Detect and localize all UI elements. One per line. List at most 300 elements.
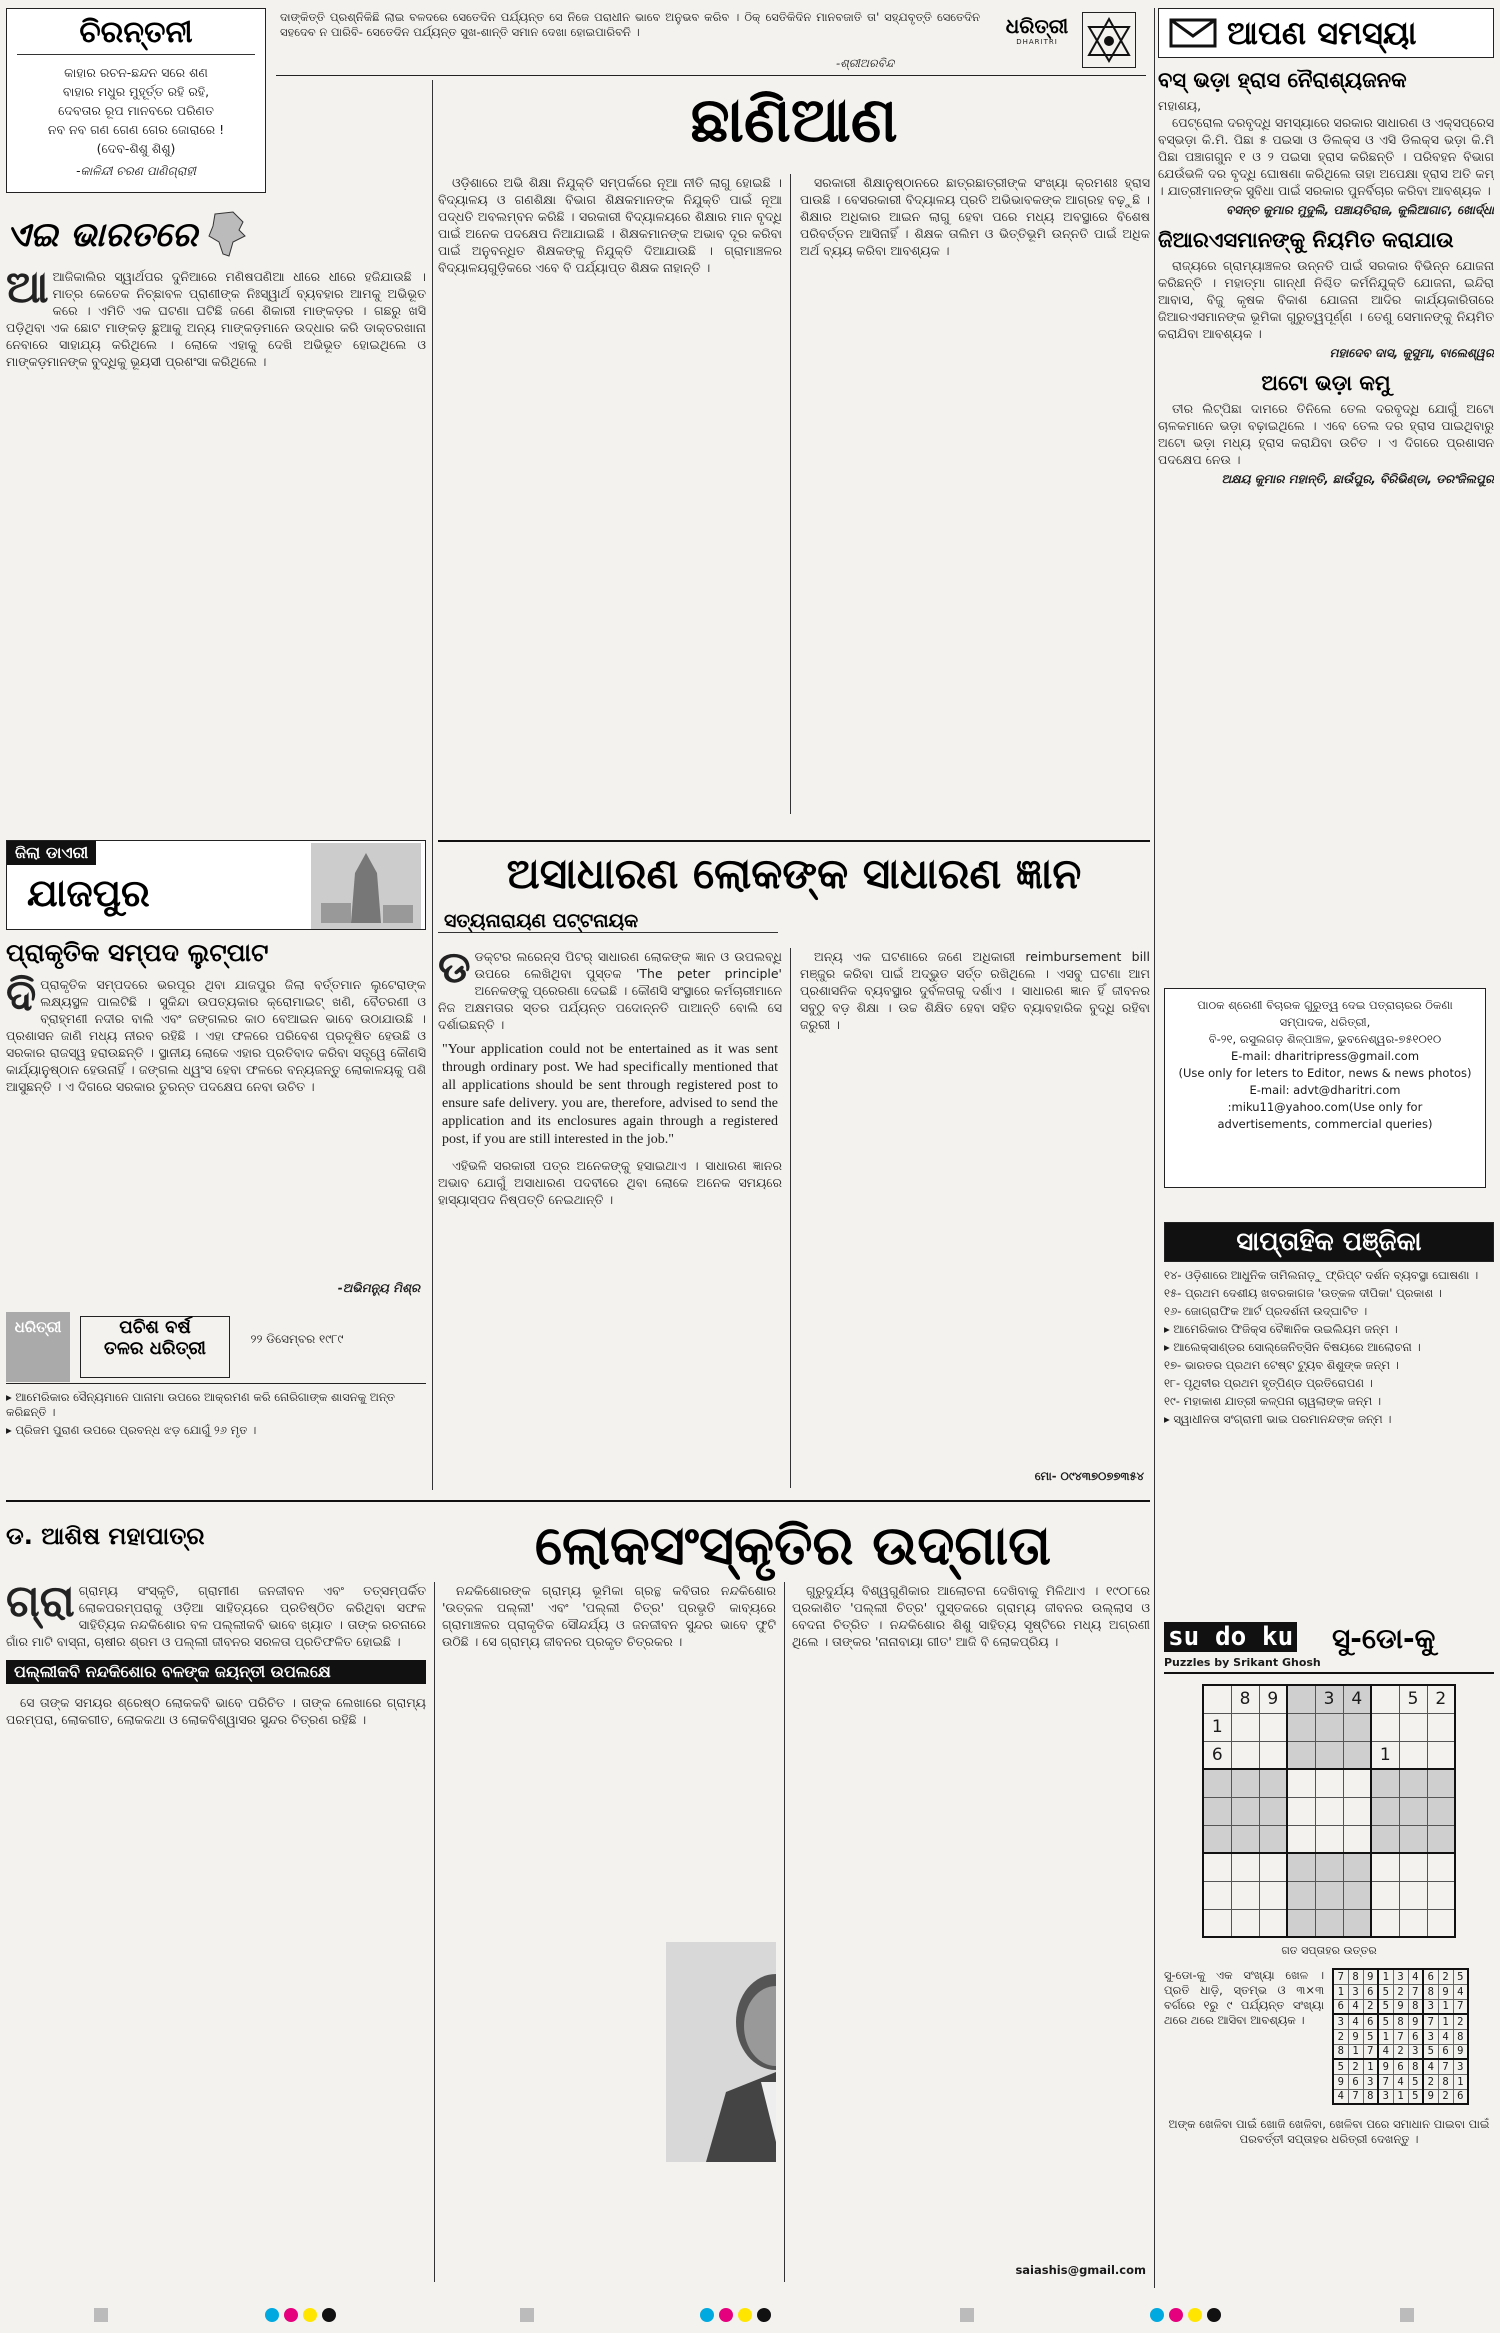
letter3-body: ତୀର ଲିଟ୍‌ପିଛା ଦାମରେ ତିନିଲେ ତେଲ ଦରବୃଦ୍ଧି ଯୋଗୁଁ ଅଟୋ ଚାଳକମାନେ ଭଡ଼ା ବଢ଼ାଇଥିଲେ । ଏବେ ତେଲ ଦର ହ୍ରାସ ପାଇଥିବାରୁ ଅଟୋ ଭଡ଼ା ମଧ୍ୟ ହ୍ରାସ କରାଯିବା ଉଚିତ । ଏ ଦିଗରେ ପ୍ରଶାସନ ପଦକ୍ଷେପ ନେଉ । [1158, 401, 1494, 467]
sudoku-cell[interactable] [1203, 1909, 1231, 1937]
sudoku-cell[interactable] [1371, 1713, 1399, 1741]
sudoku-cell[interactable] [1399, 1825, 1427, 1853]
dropcap: ଆ [6, 262, 49, 313]
asadharana-headline: ଅସାଧାରଣ ଲୋକଙ୍କ ସାଧାରଣ ଜ୍ଞାନ [438, 840, 1150, 910]
solution-cell: 5 [1363, 2029, 1378, 2044]
temple-icon [311, 843, 421, 929]
chiranatani-author: -କାଳିନ୍ଦୀ ଚରଣ ପାଣିଗ୍ରାହୀ [76, 164, 196, 178]
zilla-diary-headline: ପ୍ରାକୃତିକ ସମ୍ପଦ ଲୁଟ୍‌ପାଟ [6, 938, 269, 967]
sudoku-cell[interactable] [1371, 1881, 1399, 1909]
sudoku-row [1203, 1825, 1455, 1853]
sudoku-rules: ସୁ-ଡୋ-କୁ ଏକ ସଂଖ୍ୟା ଖେଳ । ପ୍ରତି ଧାଡ଼ି, ସ୍ତମ୍ଭ ଓ ୩×୩ ବର୍ଗରେ ୧ରୁ ୯ ପର୍ଯ୍ୟନ୍ତ ସଂଖ୍ୟା ଥରେ ଥରେ ଆସିବା ଆବଶ୍ୟକ । [1164, 1968, 1324, 2027]
sudoku-cell[interactable] [1427, 1713, 1455, 1741]
registration-mark-cyan [1150, 2308, 1164, 2322]
solution-cell: 9 [1408, 2014, 1423, 2029]
asadharana-quote: "Your application could not be entertained as it was sent through ordinary post. We had specifically mentioned that all applications should be sent through registered post to ensure safe delivery. you are, therefore, advised to send the application and its enclosures again through a registered post, if you are still interested in the job." [442, 1042, 778, 1147]
solution-cell: 5 [1408, 2089, 1423, 2104]
chiranatani-poem: କାହାର ରଚନ-ଛନ୍ଦନ ସରେ ଶଣ ବାହାର ମଧୁର ମୁହୂର୍ତ୍ତ ରହି ରହି, ଦେବତାର ରୂପ ମାନବରେ ପରିଣତ ନବ ନବ ଗଣ ଗେଣ ଗେର ଜୋରାରେ ! (ଦେବ-ଶିଶୁ ଶିଶୁ) [47, 65, 225, 156]
sudoku-cell[interactable] [1371, 1853, 1399, 1881]
sudoku-cell[interactable] [1315, 1853, 1343, 1881]
sudoku-cell[interactable] [1203, 1769, 1231, 1797]
solution-cell: 3 [1363, 2074, 1378, 2089]
pachisa-date: ୨୨ ଡିସେମ୍ବର ୧୯୮୯ [250, 1332, 344, 1346]
sudoku-cell[interactable] [1287, 1741, 1315, 1769]
sudoku-cell[interactable] [1315, 1769, 1343, 1797]
solution-cell: 9 [1438, 1984, 1453, 1999]
solution-cell: 1 [1378, 2029, 1393, 2044]
solution-cell: 3 [1453, 2059, 1468, 2074]
sudoku-cell[interactable]: 2 [1427, 1685, 1455, 1713]
sudoku-cell[interactable] [1315, 1825, 1343, 1853]
sudoku-cell[interactable] [1259, 1741, 1287, 1769]
sudoku-cell[interactable]: 9 [1259, 1685, 1287, 1713]
sudoku-cell[interactable] [1287, 1881, 1315, 1909]
letter1-title: ବସ୍ ଭଡ଼ା ହ୍ରାସ ନୈରାଶ୍ୟଜନକ [1158, 68, 1407, 92]
sudoku-header [1164, 1622, 1494, 1674]
solution-cell: 1 [1363, 2059, 1378, 2074]
sudoku-cell[interactable] [1371, 1797, 1399, 1825]
address-line: ପାଠକ ଶ୍ରେଣୀ ବିଚାରକ ଗୁରୁତ୍ୱ ଦେଇ ପତ୍ରାଚାରର ଠିକଣା [1197, 998, 1453, 1012]
sudoku-cell[interactable] [1427, 1769, 1455, 1797]
sudoku-cell[interactable] [1203, 1685, 1231, 1713]
lokasanskruti-headline: ଲୋକସଂସ୍କୃତିର ଉଦ୍‌ଗାତା [534, 1514, 1052, 1577]
sudoku-row [1203, 1713, 1455, 1741]
asadharana-col1 [438, 948, 782, 1033]
solution-cell: 3 [1393, 1969, 1408, 1984]
sudoku-cell[interactable] [1399, 1769, 1427, 1797]
letter1-salutation: ମହାଶୟ, [1158, 98, 1202, 113]
sudoku-cell[interactable] [1259, 1713, 1287, 1741]
sudoku-cell[interactable] [1343, 1769, 1371, 1797]
solution-cell: 2 [1393, 1984, 1408, 1999]
solution-row [1333, 2029, 1468, 2044]
solution-row [1333, 2074, 1468, 2089]
solution-cell: 6 [1363, 2014, 1378, 2029]
aurobindo-quote-box [276, 8, 1146, 76]
solution-cell: 3 [1423, 1999, 1438, 2014]
sudoku-row [1203, 1881, 1455, 1909]
sudoku-solution-grid [1332, 1968, 1469, 2105]
panjika-item: ୧୯- ମହାକାଶ ଯାତ୍ରୀ କଳ୍ପନା ଚାୱଲାଙ୍କ ଜନ୍ମ । [1164, 1394, 1382, 1408]
lokasanskruti-byline: ଡ. ଆଶିଷ ମହାପାତ୍ର [6, 1522, 205, 1550]
solution-cell: 7 [1423, 2014, 1438, 2029]
panjika-item: ୧୭- ଭାରତର ପ୍ରଥମ ଟେଷ୍ଟ ଟ୍ୟୁବ ଶିଶୁଙ୍କ ଜନ୍ମ । [1164, 1358, 1399, 1372]
registration-mark-black [1207, 2308, 1221, 2322]
solution-cell: 4 [1393, 2074, 1408, 2089]
letter1-body: ପେଟ୍ରୋଲ ଦରବୃଦ୍ଧି ସମସ୍ୟାରେ ସରକାର ସାଧାରଣ ଓ ଏକ୍ସପ୍ରେସ ବସ୍‌ଭଡ଼ା କି.ମି. ପିଛା ୫ ପଇସା ଓ ଡିଲକ୍ସ ଓ ଏସି ଡିଲକ୍ସ ଭଡ଼ା କି.ମି ପିଛା ପଞ୍ଚାଗଗୁନ ୧ ଓ ୨ ପଇସା ହ୍ରାସ କରିଛନ୍ତି । ପରିବହନ ବିଭାଗ ଯେଉଁଭଳି ଦର ବୃଦ୍ଧି ଘୋଷଣା କରିଥିଲେ ତାହା ଅପେକ୍ଷା ହ୍ରାସ ଅତି କମ୍ । ଯାତ୍ରୀମାନଙ୍କ ସୁବିଧା ପାଇଁ ସରକାର ପୁନର୍ବିଚାର କରିବା ଆବଶ୍ୟକ । [1158, 115, 1494, 198]
sudoku-row [1203, 1909, 1455, 1937]
sudoku-cell[interactable] [1371, 1685, 1399, 1713]
chhani-aana-col1: ଓଡ଼ିଶାରେ ଅଭି ଶିକ୍ଷା ନିଯୁକ୍ତି ସମ୍ପର୍କରେ ନୂଆ ନୀତି ଲାଗୁ ହୋଇଛି । ବିଦ୍ୟାଳୟ ଓ ଗଣଶିକ୍ଷା ବିଭାଗ ଶିକ୍ଷକମାନଙ୍କ ନିଯୁକ୍ତି ପାଇଁ ନୂଆ ପଦ୍ଧତି ଅବଲମ୍ବନ କରିଛି । ସରକାରୀ ବିଦ୍ୟାଳୟରେ ଶିକ୍ଷାର ମାନ ବୃଦ୍ଧି ପାଇଁ ଅନେକ ପଦକ୍ଷେପ ନିଆଯାଇଛି । ଶିକ୍ଷକମାନଙ୍କ ଅଭାବ ଦୂର କରିବା ପାଇଁ ଅନୁବନ୍ଧିତ ଶିକ୍ଷକଙ୍କୁ ନିଯୁକ୍ତି ଦିଆଯାଉଛି । ଗ୍ରାମାଞ୍ଚଳର ବିଦ୍ୟାଳୟଗୁଡ଼ିକରେ ଏବେ ବି ପର୍ଯ୍ୟାପ୍ତ ଶିକ୍ଷକ ନାହାନ୍ତି । [438, 175, 782, 275]
dropcap: ଡ [438, 948, 471, 993]
registration-mark-black [322, 2308, 336, 2322]
zilla-diary-district: ଯାଜପୁର [27, 871, 150, 915]
sudoku-cell[interactable] [1399, 1853, 1427, 1881]
sudoku-cell[interactable]: 1 [1371, 1741, 1399, 1769]
solution-cell: 7 [1333, 1969, 1348, 1984]
solution-cell: 2 [1438, 2089, 1453, 2104]
aurobindo-quote-text: ଦାଙ୍କିତ୍ତି ପ୍ରଶ୍ନିକିଛି ଲାଇ ବଳଦରେ ସେତେଦିନ ପର୍ଯ୍ୟନ୍ତ ସେ ନିଜେ ପରାଧୀନ ଭାବେ ଅନୁଭବ କରିବ । ଠିକ୍ ସେତିକିଦିନ ମାନବଜାତି ତା' ସହ୍ଯବୃତ୍ତି ସେତେଦିନ ସହଦେବ ନ ପାରିବି- ସେତେଦିନ ପର୍ଯ୍ୟନ୍ତ ସୁଖ-ଶାନ୍ତି ସମାନ ଦେଖା ହୋଇପାରିବନି । [280, 10, 980, 39]
solution-cell: 3 [1378, 2089, 1393, 2104]
registration-mark [960, 2308, 974, 2322]
zilla-diary-body [6, 970, 426, 1095]
solution-cell: 2 [1453, 2014, 1468, 2029]
sudoku-caption: ଗତ ସପ୍ତାହର ଉତ୍ତର [1281, 1944, 1377, 1957]
solution-cell: 8 [1423, 1984, 1438, 1999]
solution-row [1333, 1984, 1468, 1999]
solution-cell: 2 [1363, 1999, 1378, 2014]
pachisa-logo: ଧରିତ୍ରୀ [6, 1312, 70, 1382]
sudoku-cell[interactable] [1343, 1909, 1371, 1937]
sudoku-cell[interactable] [1231, 1853, 1259, 1881]
seal-icon [1082, 12, 1136, 68]
sudoku-cell[interactable] [1427, 1741, 1455, 1769]
solution-cell: 8 [1393, 2014, 1408, 2029]
sudoku-cell[interactable] [1343, 1713, 1371, 1741]
solution-cell: 6 [1423, 1969, 1438, 1984]
sudoku-cell[interactable] [1427, 1881, 1455, 1909]
registration-mark-black [757, 2308, 771, 2322]
panjika-list [1164, 1268, 1494, 1427]
registration-mark-magenta [1169, 2308, 1183, 2322]
letter2-body: ରାଜ୍ୟରେ ଗ୍ରାମ୍ୟାଞ୍ଚଳର ଉନ୍ନତି ପାଇଁ ସରକାର ବିଭିନ୍ନ ଯୋଜନା କରିଛନ୍ତି । ମହାତ୍ମା ଗାନ୍ଧୀ ନିଶ୍ଚିତ କର୍ମନିଯୁକ୍ତି ଯୋଜନା, ଇନ୍ଦିରା ଆବାସ, ବିଜୁ କୃଷକ ବିକାଶ ଯୋଜନା ଆଦିର କାର୍ଯ୍ୟକାରିତାରେ ଜିଆରଏସମାନଙ୍କ ଭୂମିକା ଗୁରୁତ୍ୱପୂର୍ଣ୍ଣ । ତେଣୁ ସେମାନଙ୍କୁ ନିୟମିତ କରାଯିବା ଆବଶ୍ୟକ । [1158, 258, 1494, 341]
panjika-item: ▸ ଆମେରିକାର ଫିଜିକ୍ସ ବୈଜ୍ଞାନିକ ଉଇଲିୟମ ଜନ୍ମ । [1164, 1322, 1398, 1336]
solution-cell: 6 [1453, 2089, 1468, 2104]
sudoku-row [1203, 1769, 1455, 1797]
solution-cell: 4 [1378, 2044, 1393, 2059]
sudoku-title-or: ସୁ-ଡୋ-କୁ [1332, 1622, 1436, 1655]
sudoku-cell[interactable] [1287, 1685, 1315, 1713]
solution-cell: 9 [1453, 2044, 1468, 2059]
solution-cell: 9 [1363, 1969, 1378, 1984]
registration-mark-magenta [284, 2308, 298, 2322]
ei-bharat-title: ଏଇ ଭାରତରେ [6, 215, 198, 255]
asadharana-section [438, 840, 1150, 1490]
logo-subtext: DHARITRI [1016, 38, 1058, 46]
sudoku-cell[interactable] [1287, 1825, 1315, 1853]
panjika-item: ▸ ସ୍ୱାଧୀନତା ସଂଗ୍ରାମୀ ଭାଇ ପରମାନନ୍ଦଙ୍କ ଜନ୍ମ । [1164, 1412, 1392, 1426]
solution-cell: 8 [1408, 2059, 1423, 2074]
letter2-sign: ମହାଦେବ ଦାସ, କୁସୁମା, ବାଲେଶ୍ୱର [1329, 346, 1494, 360]
panjika-item: ୧୮- ପୃଥିବୀର ପ୍ରଥମ ହୃତ୍‌ପିଣ୍ଡ ପ୍ରତିରୋପଣ । [1164, 1376, 1373, 1390]
solution-cell: 9 [1348, 2029, 1363, 2044]
registration-mark [1400, 2308, 1414, 2322]
ei-bharat-text: ଆଜିକାଲିର ସ୍ୱାର୍ଥପର ଦୁନିଆରେ ମଣିଷପଣିଆ ଧୀରେ ଧୀରେ ହଜିଯାଉଛି । ମାତ୍ର କେତେକ ନିଚ୍ଛାବଳ ପ୍ରାଣୀଙ୍କ ନିଃସ୍ୱାର୍ଥ ବ୍ୟବହାର ଆମକୁ ଅଭିଭୂତ କରେ । ଏମିତି ଏକ ଘଟଣା ଘଟିଛି ଜଣେ ଶିକାରୀ ମାଙ୍କଡ଼ର । ଗଛରୁ ଖସି ପଡ଼ିଥିବା ଏକ ଛୋଟ ମାଙ୍କଡ଼ ଛୁଆକୁ ଅନ୍ୟ ମାଙ୍କଡ଼ମାନେ ଉଦ୍ଧାର କରି ଡାକ୍ତରଖାନା ନେବାରେ ସାହାଯ୍ୟ କରିଥିଲେ । ଲୋକେ ଏହାକୁ ଦେଖି ଅଭିଭୂତ ହୋଇଥିଲେ ଓ ମାଙ୍କଡ଼ମାନଙ୍କ ବୁଦ୍ଧିକୁ ଭୂୟସୀ ପ୍ରଶଂସା କରିଥିଲେ । [6, 269, 426, 369]
letter1-sign: ବସନ୍ତ କୁମାର ମୁଦୁଲି, ପଞ୍ଚାୟତିରାଜ, କୁଲିଆଗାଟ, ଖୋର୍ଦ୍ଧା [1225, 203, 1494, 217]
lokasanskruti-col2: ନନ୍ଦକିଶୋରଙ୍କ ଗ୍ରାମ୍ୟ ଭୂମିକା ଗ୍ରନ୍ଥ କବିତାର ନନ୍ଦକିଶୋର 'ଉତ୍କଳ ପଲ୍ଲୀ' ଏବଂ 'ପଲ୍ଲୀ ଚିତ୍ର' ପ୍ରଭୃତି କାବ୍ୟରେ ଗ୍ରାମାଞ୍ଚଳର ପ୍ରାକୃତିକ ସୌନ୍ଦର୍ଯ୍ୟ ଓ ଜନଜୀବନ ସୁନ୍ଦର ଭାବେ ଫୁଟି ଉଠିଛି । ସେ ଗ୍ରାମ୍ୟ ଜୀବନର ପ୍ରକୃତ ଚିତ୍ରକର । [442, 1583, 776, 1649]
email-editor[interactable]: E-mail: dharitripress@gmail.com [1230, 1049, 1420, 1063]
pachisa-item: ▸ ପ୍ରିଜମ ପୁରାଣ ଉପରେ ପ୍ରବନ୍ଧ ଝଡ଼ ଯୋଗୁଁ ୨୬ ମୃତ । [6, 1423, 257, 1437]
lokasanskruti-col1 [6, 1582, 426, 1650]
sudoku-cell[interactable] [1343, 1741, 1371, 1769]
print-registration-strip [0, 2296, 1500, 2333]
lokasanskruti-subtag: ପଲ୍ଲୀକବି ନନ୍ଦକିଶୋର ବଳଙ୍କ ଜୟନ୍ତୀ ଉପଲକ୍ଷେ [6, 1660, 426, 1684]
solution-cell: 7 [1393, 2029, 1408, 2044]
asadharana-author: ସତ୍ୟନାରାୟଣ ପଟ୍ଟନାୟକ [438, 910, 778, 933]
solution-row [1333, 1969, 1468, 1984]
chiranatani-box [6, 8, 266, 193]
sudoku-cell[interactable] [1287, 1797, 1315, 1825]
registration-mark [94, 2308, 108, 2322]
poet-portrait-photo [666, 1942, 776, 2162]
address-line: (Use only for leters to Editor, news & news photos) [1178, 1066, 1472, 1080]
solution-cell: 8 [1453, 2029, 1468, 2044]
solution-cell: 7 [1378, 2074, 1393, 2089]
pachisa-header [6, 1312, 426, 1384]
solution-row [1333, 2059, 1468, 2074]
dharitri-logo [1002, 14, 1072, 64]
panjika-item: ୧୫- ପ୍ରଥମ ଦେଶୀୟ ଖବରକାଗଜ 'ଉତ୍କଳ ଦୀପିକା' ପ୍ରକାଶ । [1164, 1286, 1442, 1300]
panjika-item: ୧୪- ଓଡ଼ିଶାରେ ଆଧୁନିକ ତାମିଲନାଡ଼ୁ ଫ୍ରିପ୍ଟ ଦର୍ଶନ ବ୍ୟବସ୍ଥା ଘୋଷଣା । [1164, 1268, 1479, 1282]
solution-cell: 7 [1348, 2089, 1363, 2104]
sudoku-cell[interactable]: 3 [1315, 1685, 1343, 1713]
lokasanskruti-col1-text: ଗ୍ରାମ୍ୟ ସଂସ୍କୃତି, ଗ୍ରାମୀଣ ଜନଜୀବନ ଏବଂ ତତ୍‌ସମ୍ପର୍କିତ ଲୋକପରମ୍ପରାକୁ ଓଡ଼ିଆ ସାହିତ୍ୟରେ ପ୍ରତିଷ୍ଠିତ କରିଥିବା ସଫଳ ସାହିତ୍ୟିକ ନନ୍ଦକିଶୋର ବଳ ପଲ୍ଲୀକବି ଭାବେ ଖ୍ୟାତ । ତାଙ୍କ ରଚନାରେ ଗାଁର ମାଟି ବାସ୍ନା, ଚାଷୀର ଶ୍ରମ ଓ ପଲ୍ଲୀ ଜୀବନର ସରଳତା ପ୍ରତିଫଳିତ ହୋଇଛି । [6, 1583, 426, 1649]
solution-row [1333, 2089, 1468, 2104]
lokasanskruti-col3: ଗୁରୁଦୁର୍ଯ୍ୟ ବିଶ୍ୱଗୁଣିକାର ଆଲୋଚନା ଦେଖିବାକୁ ମିଳିଥାଏ । ୧୯୦୮ରେ ପ୍ରକାଶିତ 'ପଲ୍ଲୀ ଚିତ୍ର' ପୁସ୍ତକରେ ଗ୍ରାମ୍ୟ ଜୀବନର ଉଲ୍ଲାସ ଓ ବେଦନା ଚିତ୍ରିତ । ନନ୍ଦକିଶୋର ଶିଶୁ ସାହିତ୍ୟ ସୃଷ୍ଟିରେ ମଧ୍ୟ ଅଗ୍ରଣୀ ଥିଲେ । ତାଙ୍କର 'ନାନାବାୟା ଗୀତ' ଆଜି ବି ଲୋକପ୍ରିୟ । [792, 1583, 1150, 1649]
sudoku-cell[interactable] [1343, 1797, 1371, 1825]
asadharana-col1b: ଏହିଭଳି ସରକାରୀ ପତ୍ର ଅନେକଙ୍କୁ ହସାଇଥାଏ । ସାଧାରଣ ଜ୍ଞାନର ଅଭାବ ଯୋଗୁଁ ଅସାଧାରଣ ପଦବୀରେ ଥିବା ଲୋକେ ଅନେକ ସମୟରେ ହାସ୍ୟାସ୍ପଦ ନିଷ୍ପତ୍ତି ନେଇଥାନ୍ତି । [438, 1158, 782, 1207]
sudoku-cell[interactable] [1259, 1797, 1287, 1825]
chhani-aana-section [438, 84, 1150, 824]
sudoku-cell[interactable] [1399, 1741, 1427, 1769]
sudoku-cell[interactable] [1259, 1881, 1287, 1909]
sudoku-cell[interactable] [1315, 1713, 1343, 1741]
solution-cell: 9 [1423, 2089, 1438, 2104]
sudoku-cell[interactable] [1203, 1853, 1231, 1881]
sudoku-cell[interactable]: 5 [1399, 1685, 1427, 1713]
sudoku-cell[interactable] [1399, 1909, 1427, 1937]
panjika-item: ▸ ଆଲେକ୍‌ସାଣ୍ଡର ସୋଲ୍‌ଜେନିତ୍‌ସିନ ବିଷୟରେ ଆଲୋଚନା । [1164, 1340, 1421, 1354]
solution-cell: 4 [1348, 2014, 1363, 2029]
registration-mark-cyan [700, 2308, 714, 2322]
sudoku-cell[interactable] [1203, 1825, 1231, 1853]
sudoku-cell[interactable] [1259, 1769, 1287, 1797]
solution-cell: 1 [1438, 1999, 1453, 2014]
sudoku-row [1203, 1741, 1455, 1769]
sudoku-cell[interactable] [1287, 1713, 1315, 1741]
solution-cell: 6 [1393, 2059, 1408, 2074]
lokasanskruti-email[interactable]: saiashis@gmail.com [1015, 2263, 1146, 2277]
solution-cell: 3 [1348, 1984, 1363, 1999]
solution-cell: 8 [1363, 2089, 1378, 2104]
sudoku-cell[interactable] [1315, 1741, 1343, 1769]
solution-cell: 7 [1363, 2044, 1378, 2059]
solution-cell: 6 [1438, 2044, 1453, 2059]
sudoku-cell[interactable] [1287, 1909, 1315, 1937]
apna-samasya-header [1158, 8, 1494, 58]
solution-row [1333, 2014, 1468, 2029]
sudoku-cell[interactable]: 4 [1343, 1685, 1371, 1713]
email-advt[interactable]: E-mail: advt@dharitri.com [1249, 1083, 1401, 1097]
sudoku-cell[interactable] [1315, 1909, 1343, 1937]
registration-mark-yellow [1188, 2308, 1202, 2322]
sudoku-cell[interactable] [1427, 1825, 1455, 1853]
solution-cell: 4 [1348, 1999, 1363, 2014]
registration-mark-cyan [265, 2308, 279, 2322]
solution-cell: 8 [1408, 1999, 1423, 2014]
sudoku-cell[interactable] [1231, 1825, 1259, 1853]
sudoku-cell[interactable] [1259, 1853, 1287, 1881]
sudoku-grid [1202, 1684, 1456, 1938]
sudoku-row [1203, 1853, 1455, 1881]
solution-cell: 8 [1438, 2074, 1453, 2089]
sudoku-cell[interactable] [1343, 1825, 1371, 1853]
solution-cell: 3 [1408, 2044, 1423, 2059]
solution-cell: 6 [1333, 1999, 1348, 2014]
registration-mark-magenta [719, 2308, 733, 2322]
solution-cell: 6 [1348, 2074, 1363, 2089]
solution-cell: 5 [1378, 1984, 1393, 1999]
sudoku-cell[interactable]: 8 [1231, 1685, 1259, 1713]
pachisa-items [6, 1390, 426, 1438]
address-line: ବି-୨୧, ରସୁଲଗଡ଼ ଶିଳ୍ପାଞ୍ଚଳ, ଭୁବନେଶ୍ୱର-୭୫୧୦୧୦ [1208, 1032, 1442, 1046]
solution-cell: 4 [1438, 2029, 1453, 2044]
sudoku-cell[interactable] [1399, 1797, 1427, 1825]
sudoku-cell[interactable] [1399, 1881, 1427, 1909]
solution-cell: 2 [1423, 2074, 1438, 2089]
pachisa-title-box [80, 1316, 230, 1378]
solution-cell: 4 [1408, 1969, 1423, 1984]
pachisa-title-2: ତଳର ଧରିତ୍ରୀ [104, 1338, 206, 1359]
aurobindo-quote-author: -ଶ୍ରୀଅରବିନ୍ଦ [836, 56, 895, 70]
sudoku-cell[interactable] [1371, 1769, 1399, 1797]
zilla-diary-section [6, 840, 426, 1300]
solution-cell: 1 [1393, 2089, 1408, 2104]
letter3-title: ଅଟୋ ଭଡ଼ା କମୁ [1261, 371, 1391, 395]
pachisa-item: ▸ ଆମେରିକାର ସୈନ୍ୟମାନେ ପାନାମା ଉପରେ ଆକ୍ରମଣ କରି ନୋରିଗାଙ୍କ ଶାସନକୁ ଅନ୍ତ କରିଛନ୍ତି । [6, 1390, 396, 1419]
address-line: advertisements, commercial queries) [1217, 1117, 1433, 1131]
solution-cell: 1 [1333, 1984, 1348, 1999]
solution-cell: 9 [1393, 1999, 1408, 2014]
sudoku-row [1203, 1685, 1455, 1713]
solution-cell: 7 [1453, 1999, 1468, 2014]
dropcap: ଦି [6, 970, 37, 1021]
apna-samasya-title: ଆପଣ ସମସ୍ୟା [1227, 13, 1417, 52]
solution-cell: 8 [1333, 2044, 1348, 2059]
solution-cell: 7 [1438, 2059, 1453, 2074]
india-map-icon [203, 210, 249, 260]
registration-mark [520, 2308, 534, 2322]
editor-address-box [1164, 988, 1486, 1188]
letter3-sign: ଅକ୍ଷୟ କୁମାର ମହାନ୍ତି, ଛାଉଁପୁର, ବିରିଭିଣ୍ଡା, ଡରଂଜିଲପୁର [1221, 472, 1494, 486]
zilla-diary-text: ପ୍ରାକୃତିକ ସମ୍ପଦରେ ଭରପୂର ଥିବା ଯାଜପୁର ଜିଲା ବର୍ତ୍ତମାନ ଲୁଟେରାଙ୍କ ଲକ୍ଷ୍ୟସ୍ଥଳ ପାଲଟିଛି । ସୁକିନ୍ଦା ଉପତ୍ୟକାର କ୍ରୋମାଇଟ୍ ଖଣି, ବୈତରଣୀ ଓ ବ୍ରାହ୍ମଣୀ ନଦୀର ବାଲି ଏବଂ ଜଙ୍ଗଲର କାଠ ବେଆଇନ ଭାବେ ଉଠାଯାଉଛି । ପ୍ରଶାସନ ଜାଣି ମଧ୍ୟ ନୀରବ ରହିଛି । ଏହା ଫଳରେ ପରିବେଶ ପ୍ରଦୂଷିତ ହେଉଛି ଓ ସରକାର ରାଜସ୍ୱ ହରାଉଛନ୍ତି । ସ୍ଥାନୀୟ ଲୋକେ ଏହାର ପ୍ରତିବାଦ କରିବା ସତ୍ତ୍ୱେ କୌଣସି କାର୍ଯ୍ୟାନୁଷ୍ଠାନ ହେଉନାହିଁ । ଜଙ୍ଗଲ ଧ୍ୱଂସ ହେବା ଫଳରେ ବନ୍ୟଜନ୍ତୁ ଲୋକାଳୟକୁ ପଶି ଆସୁଛନ୍ତି । ଏ ଦିଗରେ ସରକାର ତୁରନ୍ତ ପଦକ୍ଷେପ ନେବା ଉଚିତ । [6, 977, 426, 1094]
chiranatani-title: ଚିରନ୍ତନୀ [17, 15, 255, 55]
sudoku-cell[interactable] [1287, 1769, 1315, 1797]
solution-cell: 1 [1438, 2014, 1453, 2029]
solution-cell: 1 [1378, 1969, 1393, 1984]
solution-cell: 1 [1348, 2044, 1363, 2059]
sudoku-cell[interactable] [1203, 1881, 1231, 1909]
zilla-diary-tag: ଜିଲା ଡାଏରୀ [7, 841, 96, 865]
solution-cell: 9 [1333, 2074, 1348, 2089]
sudoku-title-en: su do ku [1164, 1622, 1297, 1652]
sudoku-cell[interactable]: 1 [1203, 1713, 1231, 1741]
sudoku-cell[interactable] [1287, 1853, 1315, 1881]
solution-cell: 5 [1333, 2059, 1348, 2074]
lokasanskruti-col1b: ସେ ତାଙ୍କ ସମୟର ଶ୍ରେଷ୍ଠ ଲୋକକବି ଭାବେ ପରିଚିତ । ତାଙ୍କ ଲେଖାରେ ଗ୍ରାମ୍ୟ ପରମ୍ପରା, ଲୋକଗୀତ, ଲୋକକଥା ଓ ଲୋକବିଶ୍ୱାସର ସୁନ୍ଦର ଚିତ୍ରଣ ରହିଛି । [6, 1695, 426, 1727]
solution-cell: 5 [1408, 2074, 1423, 2089]
letter2-title: ଜିଆରଏସମାନଙ୍କୁ ନିୟମିତ କରାଯାଉ [1158, 228, 1454, 252]
saptahik-panjika [1164, 1222, 1494, 1592]
solution-cell: 5 [1378, 2014, 1393, 2029]
sudoku-section [1164, 1622, 1494, 2282]
sudoku-cell[interactable] [1427, 1853, 1455, 1881]
solution-cell: 2 [1333, 2029, 1348, 2044]
sudoku-cell[interactable] [1231, 1713, 1259, 1741]
sudoku-cell[interactable]: 6 [1203, 1741, 1231, 1769]
email-commercial[interactable]: :miku11@yahoo.com(Use only for [1227, 1100, 1423, 1114]
sudoku-cell[interactable] [1231, 1797, 1259, 1825]
chhani-aana-col2: ସରକାରୀ ଶିକ୍ଷାନୁଷ୍ଠାନରେ ଛାତ୍ରଛାତ୍ରୀଙ୍କ ସଂଖ୍ୟା କ୍ରମଶଃ ହ୍ରାସ ପାଉଛି । ବେସରକାରୀ ବିଦ୍ୟାଳୟ ପ୍ରତି ଅଭିଭାବକଙ୍କ ଆଗ୍ରହ ବଢ଼ୁଛି । ଶିକ୍ଷାର ଅଧିକାର ଆଇନ ଲାଗୁ ହେବା ପରେ ମଧ୍ୟ ଅବସ୍ଥାରେ ବିଶେଷ ପରିବର୍ତ୍ତନ ଆସିନାହିଁ । ଶିକ୍ଷକ ତାଲିମ ଓ ଭିତ୍ତିଭୂମି ଉନ୍ନତି ପାଇଁ ଅଧିକ ଅର୍ଥ ବ୍ୟୟ କରିବା ଆବଶ୍ୟକ । [800, 175, 1150, 258]
sudoku-cell[interactable] [1427, 1909, 1455, 1937]
solution-row [1333, 2044, 1468, 2059]
ei-bharat-body [6, 262, 426, 370]
sudoku-cell[interactable] [1259, 1909, 1287, 1937]
solution-cell: 4 [1423, 2059, 1438, 2074]
asadharana-col2: ଅନ୍ୟ ଏକ ଘଟଣାରେ ଜଣେ ଅଧିକାରୀ reimbursement bill ମଞ୍ଜୁର କରିବା ପାଇଁ ଅଦ୍ଭୁତ ସର୍ତ୍ତ ରଖିଥିଲେ । ଏସବୁ ଘଟଣା ଆମ ପ୍ରଶାସନିକ ବ୍ୟବସ୍ଥାର ଦୁର୍ବଳତାକୁ ଦର୍ଶାଏ । ସାଧାରଣ ଜ୍ଞାନ ହିଁ ଜୀବନର ସବୁଠୁ ବଡ଼ ଶିକ୍ଷା । ଉଚ୍ଚ ଶିକ୍ଷିତ ହେବା ସହିତ ବ୍ୟାବହାରିକ ବୁଦ୍ଧି ରହିବା ଜରୁରୀ । [800, 949, 1150, 1032]
panjika-item: ୧୬- ଜୋଗ୍ରାଫିକ ଆର୍ଟ ପ୍ରଦର୍ଶନୀ ଉଦ୍‌ଘାଟିତ । [1164, 1304, 1368, 1318]
solution-cell: 8 [1348, 1969, 1363, 1984]
apna-samasya-column [1158, 8, 1494, 1188]
sudoku-cell[interactable] [1231, 1909, 1259, 1937]
sudoku-cell[interactable] [1231, 1741, 1259, 1769]
solution-row [1333, 1999, 1468, 2014]
registration-mark-yellow [738, 2308, 752, 2322]
sudoku-cell[interactable] [1203, 1797, 1231, 1825]
sudoku-cell[interactable] [1259, 1825, 1287, 1853]
sudoku-byline: Puzzles by Srikant Ghosh [1164, 1656, 1321, 1669]
sudoku-row [1203, 1797, 1455, 1825]
sudoku-cell[interactable] [1231, 1769, 1259, 1797]
solution-cell: 1 [1453, 2074, 1468, 2089]
pachisa-barsa-section [6, 1312, 426, 1482]
sudoku-cell[interactable] [1427, 1797, 1455, 1825]
address-line: ସମ୍ପାଦକ, ଧରିତ୍ରୀ, [1279, 1015, 1371, 1029]
sudoku-cell[interactable] [1343, 1853, 1371, 1881]
envelope-icon [1169, 18, 1217, 48]
solution-cell: 9 [1378, 2059, 1393, 2074]
sudoku-cell[interactable] [1371, 1825, 1399, 1853]
solution-cell: 2 [1393, 2044, 1408, 2059]
sudoku-cell[interactable] [1315, 1881, 1343, 1909]
pachisa-title-1: ପଚିଶ ବର୍ଷ [119, 1317, 191, 1338]
sudoku-cell[interactable] [1315, 1797, 1343, 1825]
chhani-aana-title: ଛାଣିଆଣ [690, 84, 898, 156]
solution-cell: 4 [1453, 1984, 1468, 1999]
dropcap: ଗ୍ରା [6, 1582, 75, 1627]
solution-cell: 3 [1333, 2014, 1348, 2029]
zilla-diary-header [6, 840, 426, 930]
sudoku-cell[interactable] [1371, 1909, 1399, 1937]
solution-cell: 5 [1423, 2044, 1438, 2059]
solution-cell: 5 [1453, 1969, 1468, 1984]
asadharana-col1-text: ଡକ୍ଟର ଲରେନ୍ସ ପିଟର୍ ସାଧାରଣ ଲୋକଙ୍କ ଜ୍ଞାନ ଓ ଉପଲବ୍ଧି ଉପରେ ଲେଖିଥିବା ପୁସ୍ତକ 'The peter principle' ଅନେକଙ୍କୁ ପ୍ରେରଣା ଦେଇଛି । କୌଣସି ସଂସ୍ଥାରେ କର୍ମଚାରୀମାନେ ନିଜ ଅକ୍ଷମତାର ସ୍ତର ପର୍ଯ୍ୟନ୍ତ ପଦୋନ୍ନତି ପାଆନ୍ତି ବୋଲି ସେ ଦର୍ଶାଇଛନ୍ତି । [438, 949, 782, 1032]
sudoku-cell[interactable] [1343, 1881, 1371, 1909]
solution-cell: 2 [1438, 1969, 1453, 1984]
panjika-header: ସାପ୍ତାହିକ ପଞ୍ଜିକା [1164, 1222, 1494, 1262]
sudoku-cell[interactable] [1399, 1713, 1427, 1741]
asadharana-contact: ମୋ- ୦୯୪୩୭୦୭୭୩୫୪ [1034, 1469, 1144, 1483]
sudoku-cell[interactable] [1231, 1881, 1259, 1909]
solution-cell: 5 [1378, 1999, 1393, 2014]
sudoku-footer: ଅଙ୍କ ଖେଳିବା ପାଇଁ ଖୋଜି ଖେଳିବା, ଖେଳିବା ପରେ ସମାଧାନ ପାଇବା ପାଇଁ ପରବର୍ତ୍ତୀ ସପ୍ତାହର ଧରିତ୍ରୀ ଦେଖନ୍ତୁ । [1168, 2117, 1490, 2146]
solution-cell: 4 [1333, 2089, 1348, 2104]
ei-bharat-section [6, 210, 426, 830]
solution-cell: 2 [1348, 2059, 1363, 2074]
registration-mark-yellow [303, 2308, 317, 2322]
solution-cell: 6 [1363, 1984, 1378, 1999]
logo-text: ଧରିତ୍ରୀ [1005, 14, 1069, 38]
